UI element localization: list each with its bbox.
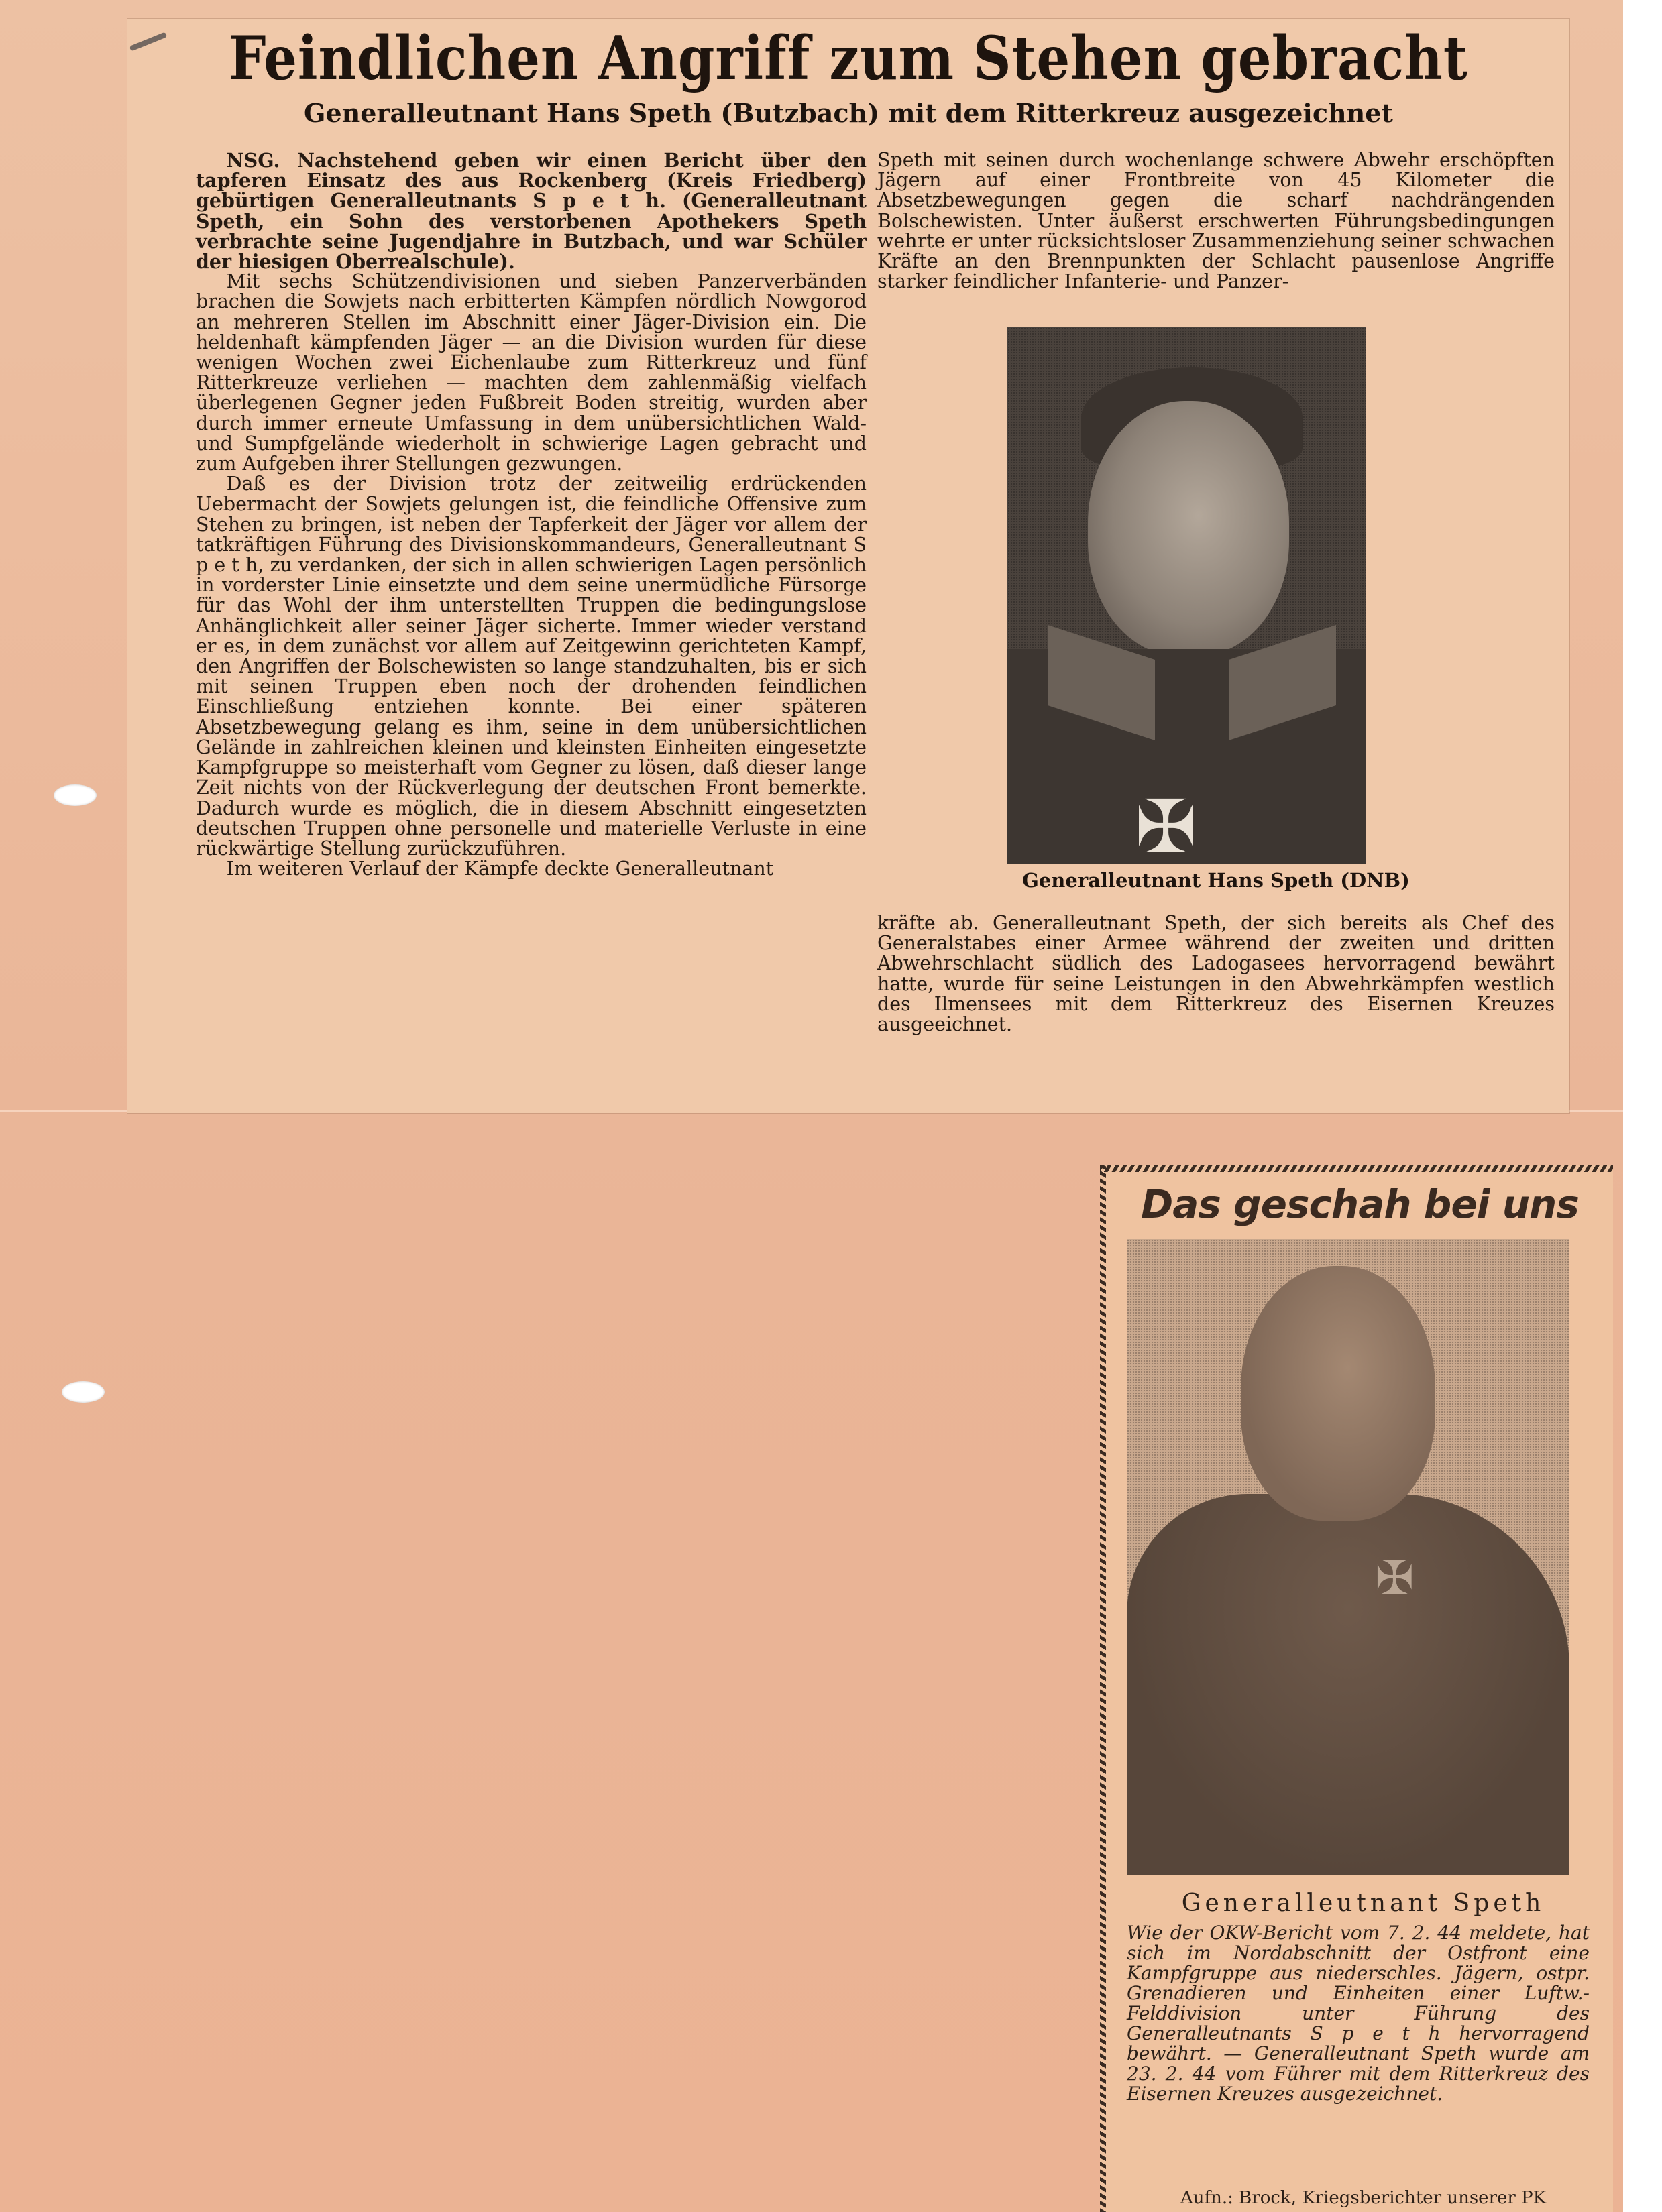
article-paragraph: kräfte ab. Generalleutnant Speth, der sich bereits als Chef des Generalstabes einer Armee während der zweiten und dritten Abwehrschlacht südlich des Ladogasees hervorragend bewährt hatte, wurde für seine Leistungen in den Abwehrkämpfen westlich des Ilmensees mit dem Ritterkreuz des Eisernen Kreuzes ausgeeichnet. <box>877 912 1555 1036</box>
punch-hole <box>54 784 97 806</box>
rope-border <box>1100 1165 1106 2212</box>
article-right-column-bottom <box>877 913 1555 1035</box>
knights-cross-icon: ✠ <box>1135 784 1197 864</box>
main-newspaper-clipping <box>127 19 1569 1113</box>
knights-cross-icon: ✠ <box>1375 1550 1415 1605</box>
photo-caption: Generalleutnant Hans Speth (DNB) <box>1022 869 1410 892</box>
article-paragraph: Mit sechs Schützendivisionen und sieben Panzerverbänden brachen die Sowjets nach erbitterten Kämpfen nördlich Nowgorod an mehreren Stellen im Abschnitt einer Jäger-Division ein. Die heldenhaft kämpfenden Jäger — an die Division wurden für diese wenigen Wochen zwei Eichenlaube zum Ritterkreuz und fünf Ritterkreuze verliehen — machten dem zahlenmäßig vielfach überlegenen Gegner jeden Fußbreit Boden streitig, wurden aber durch immer erneute Umfassung in dem unübersichtlichen Wald- und Sumpfgelände wiederholt in schwierige Lagen gebracht und zum Aufgeben ihrer Stellungen gezwungen. <box>196 270 867 475</box>
photo-name: Generalleutnant Speth <box>1181 1889 1545 1917</box>
article-right-column-top <box>877 150 1555 292</box>
article-paragraph: Speth mit seinen durch wochenlange schwere Abwehr erschöpften Jägern auf einer Frontbreite von 45 Kilometer die Absetzbewegungen gegen die scharf nachdrängenden Bolschewisten. Unter äußerst erschwerten Führungsbedingungen wehrte er unter rücksichtsloser Zusammenziehung seiner schwachen Kräfte an den Brennpunkten der Schlacht pausenlose Angriffe starker feindlicher Infanterie- und Panzer- <box>877 149 1555 293</box>
article-paragraph: Daß es der Division trotz der zeitweilig erdrückenden Uebermacht der Sowjets gelungen ist, die feindliche Offensive zum Stehen zu bringen, ist neben der Tapferkeit der Jäger vor allem der tatkräftigen Führung des Divisionskommandeurs, Generalleutnant S p e t h, zu verdanken, der sich in allen schwierigen Lagen persönlich in vorderster Linie einsetzte und dem seine unermüdliche Fürsorge für das Wohl der ihm unterstellten Truppen die bedingungslose Anhänglichkeit aller seiner Jäger sicherte. Immer wieder verstand er es, in dem zunächst vor allem auf Zeitgewinn gerichteten Kampf, den Angriffen der Bolschewisten so lange standzuhalten, bis er sich mit seinen Truppen eben noch der drohenden feindlichen Einschließung entziehen konnte. Bei einer späteren Absetzbewegung gelang es ihm, seine in dem unübersichtlichen Gelände in zahlreichen kleinen und kleinsten Einheiten eingesetzte Kampfgruppe so meisterhaft vom Gegner zu lösen, daß dieser lange Zeit nichts von der Rückverlegung der deutschen Front bemerkte. Dadurch wurde es möglich, die in diesem Abschnitt eingesetzten deutschen Truppen ohne personelle und materielle Verluste in eine rückwärtige Stellung zurückzuführen. <box>196 473 867 860</box>
portrait-face <box>1241 1266 1435 1521</box>
portrait-face <box>1088 401 1289 656</box>
clipping-body: Wie der OKW-Bericht vom 7. 2. 44 meldete, hat sich im Nordabschnitt der Ostfront eine Kampfgruppe aus niederschles. Jägern, ostpr. Grenadieren und Einheiten einer Luftw.-Felddivision unter Führung des Generalleutnants S p e t h hervorragend bewährt. — Generalleutnant Speth wurde am 23. 2. 44 vom Führer mit dem Ritterkreuz des Eisernen Kreuzes ausgezeichnet. <box>1127 1922 1590 2105</box>
article-paragraph: Im weiteren Verlauf der Kämpfe deckte Generalleutnant <box>226 858 774 880</box>
portrait-photo <box>1007 327 1366 864</box>
second-newspaper-clipping <box>1100 1165 1613 2212</box>
clipping-title: Das geschah bei uns <box>1141 1181 1579 1227</box>
portrait-photo <box>1127 1239 1569 1875</box>
article-left-column <box>196 150 867 879</box>
scan-margin <box>1623 0 1662 2212</box>
article-subheadline: Generalleutnant Hans Speth (Butzbach) mit dem Ritterkreuz ausgezeichnet <box>304 98 1393 128</box>
article-headline: Feindlichen Angriff zum Stehen gebracht <box>229 23 1468 94</box>
portrait-uniform <box>1127 1494 1569 1875</box>
article-paragraph: NSG. Nachstehend geben wir einen Bericht über den tapferen Einsatz des aus Rockenberg (Kreis Friedberg) gebürtigen Generalleutnants S p e t h. (Generalleutnant Speth, ein Sohn des verstorbenen Apothekers Speth verbrachte seine Jugendjahre in Butzbach, und war Schüler der hiesigen Oberrealschule). <box>196 149 867 274</box>
punch-hole <box>62 1381 105 1403</box>
rope-border <box>1100 1165 1613 1172</box>
photo-credit: Aufn.: Brock, Kriegsberichter unserer PK <box>1180 2188 1546 2208</box>
